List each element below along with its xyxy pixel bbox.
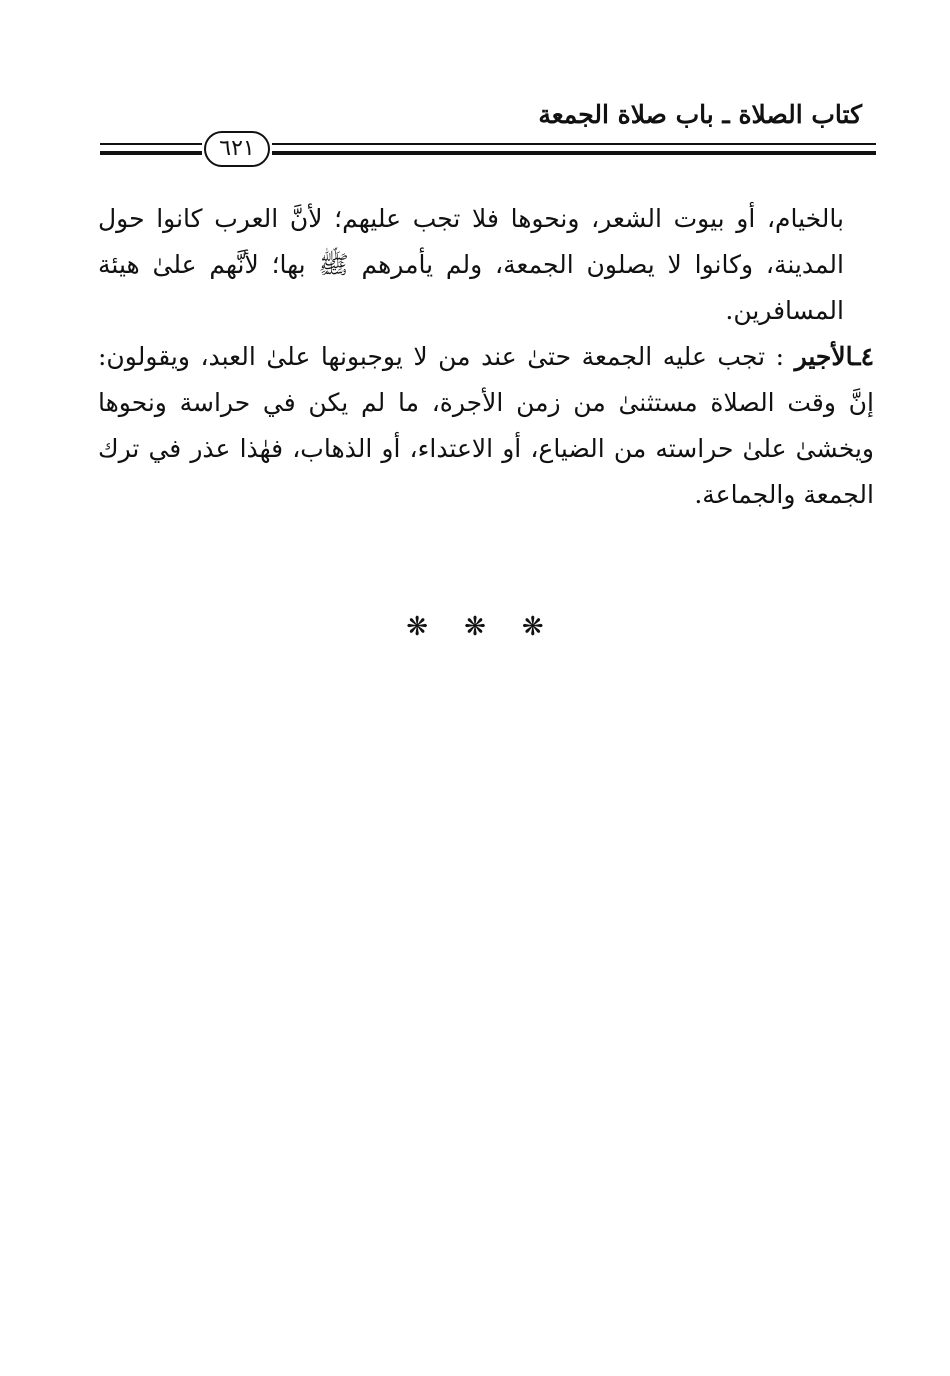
body-text — [98, 196, 874, 518]
list-item-number: ٤ـ — [853, 342, 874, 371]
header-rule-left — [100, 143, 202, 155]
section-end-ornament — [0, 612, 950, 642]
list-item-text: : تجب عليه الجمعة حتىٰ عند من لا يوجبونها علىٰ العبد، ويقولون: إنَّ وقت الصلاة مستثنىٰ من زمن الأجرة، ما لم يكن في حراسة ونحوها ويخشىٰ علىٰ حراسته من الضياع، أو الاعتداء، أو الذهاب، فهٰذا عذر في ترك الجمعة والجماعة. — [98, 342, 874, 509]
running-title: كتاب الصلاة ـ باب صلاة الجمعة — [538, 100, 862, 129]
ornament-star-icon: ❋ — [521, 612, 544, 642]
list-item-term: الأجير — [794, 342, 854, 371]
ornament-star-icon: ❋ — [464, 612, 486, 642]
header-rule-right — [272, 143, 876, 155]
paragraph-continuation: بالخيام، أو بيوت الشعر، ونحوها فلا تجب عليهم؛ لأنَّ العرب كانوا حول المدينة، وكانوا لا يصلون الجمعة، ولم يأمرهم ﷺ بها؛ لأنَّهم علىٰ هيئة المسافرين. — [98, 204, 844, 325]
ornament-star-icon: ❋ — [406, 612, 429, 642]
page-number: ٦٢١ — [204, 131, 270, 167]
list-item-4 — [98, 334, 874, 518]
